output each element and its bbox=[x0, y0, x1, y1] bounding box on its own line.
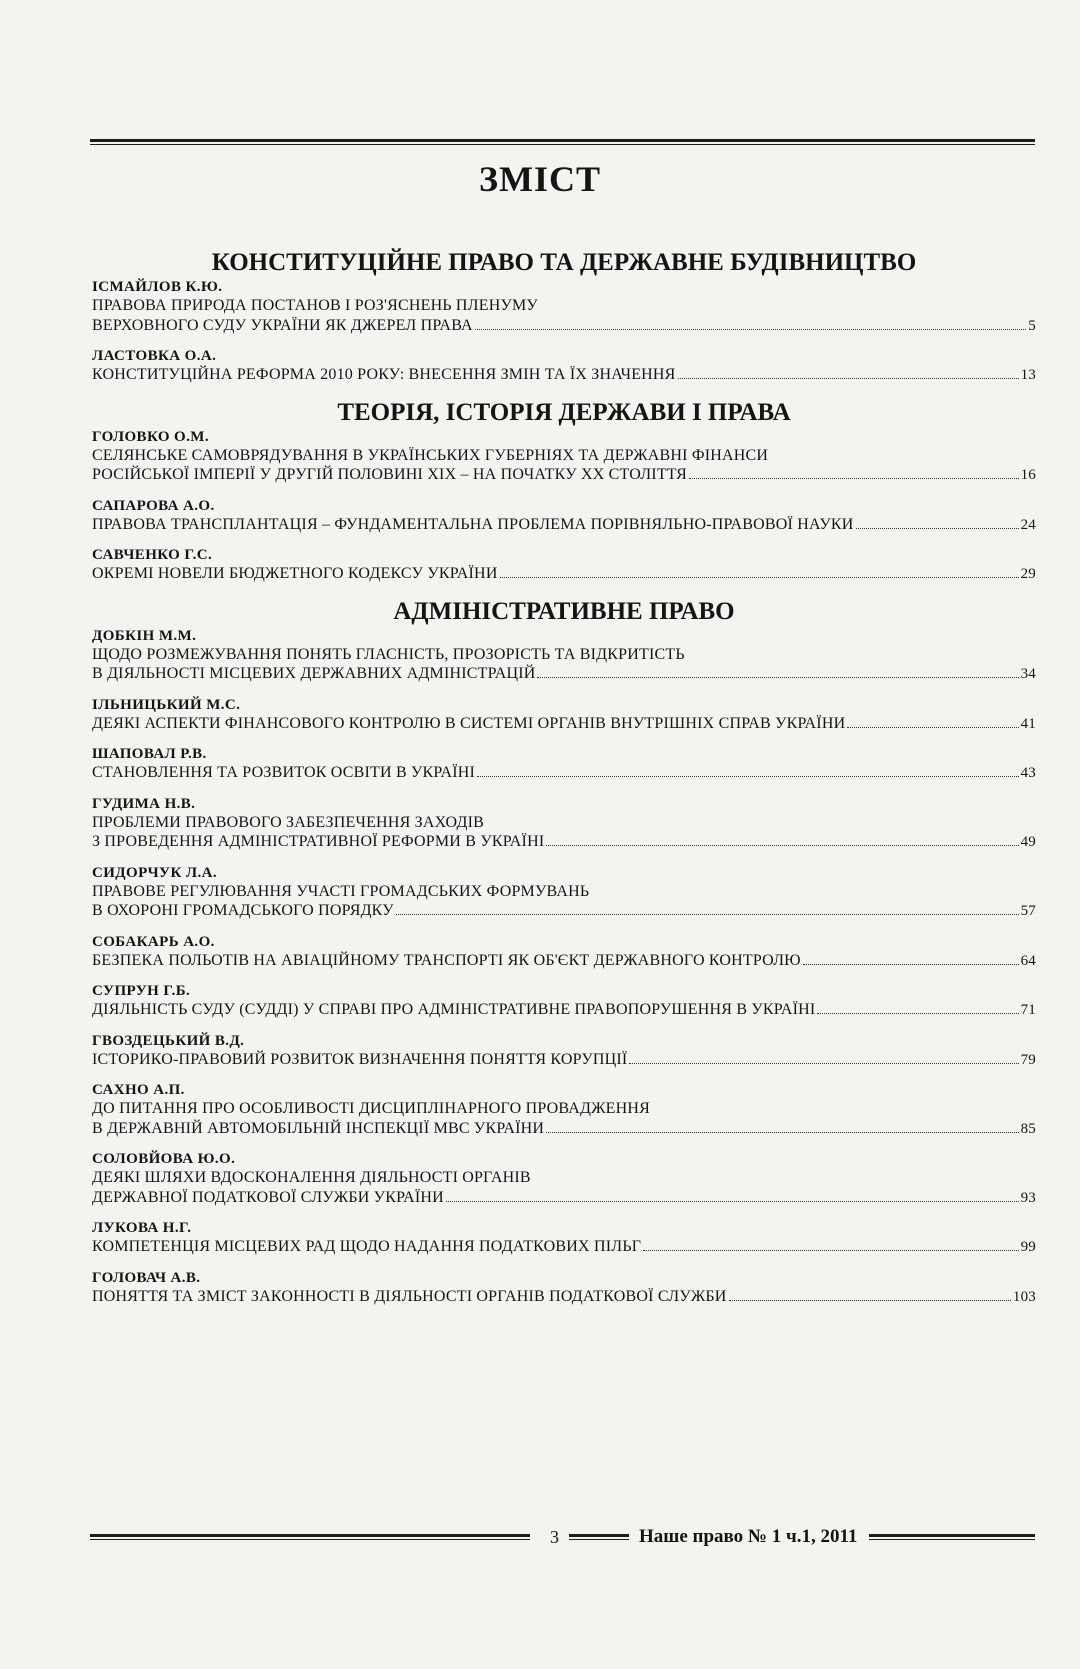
entry-title-line bbox=[92, 832, 1036, 853]
toc-entry[interactable] bbox=[92, 933, 1036, 972]
entry-title-line bbox=[92, 901, 1036, 922]
entry-page-number: 99 bbox=[1020, 1239, 1036, 1255]
entry-title-text: ПРАВОВА ТРАНСПЛАНТАЦІЯ – ФУНДАМЕНТАЛЬНА ПРОБЛЕМА ПОРІВНЯЛЬНО-ПРАВОВОЇ НАУКИ bbox=[92, 515, 854, 533]
toc-entry[interactable] bbox=[92, 497, 1036, 536]
entry-title-text: ДЕЯКІ АСПЕКТИ ФІНАНСОВОГО КОНТРОЛЮ В СИСТЕМІ ОРГАНІВ ВНУТРІШНІХ СПРАВ УКРАЇНИ bbox=[92, 714, 846, 732]
entry-title-line bbox=[92, 1188, 1036, 1209]
entry-title-line: СЕЛЯНСЬКЕ САМОВРЯДУВАННЯ В УКРАЇНСЬКИХ ГУБЕРНІЯХ ТА ДЕРЖАВНІ ФІНАНСИ bbox=[92, 446, 769, 464]
dot-leader bbox=[546, 845, 1018, 846]
entry-author: ЛУКОВА Н.Г. bbox=[92, 1220, 192, 1236]
section-heading: ТЕОРІЯ, ІСТОРІЯ ДЕРЖАВИ І ПРАВА bbox=[337, 398, 791, 426]
entry-title-line: ДО ПИТАННЯ ПРО ОСОБЛИВОСТІ ДИСЦИПЛІНАРНОГО ПРОВАДЖЕННЯ bbox=[92, 1100, 650, 1117]
entry-title-line bbox=[92, 365, 1036, 386]
entry-title-line bbox=[92, 664, 1036, 685]
dot-leader bbox=[803, 964, 1019, 965]
entry-title-line bbox=[92, 564, 1036, 585]
entry-title-text: В ДЕРЖАВНІЙ АВТОМОБІЛЬНІЙ ІНСПЕКЦІЇ МВС УКРАЇНИ bbox=[92, 1119, 545, 1137]
entry-title-text: КОМПЕТЕНЦІЯ МІСЦЕВИХ РАД ЩОДО НАДАННЯ ПОДАТКОВИХ ПІЛЬГ bbox=[92, 1238, 642, 1255]
entry-title-line bbox=[92, 316, 1036, 337]
dot-leader bbox=[446, 1201, 1019, 1202]
entry-page-number: 24 bbox=[1020, 516, 1036, 533]
entry-title-line bbox=[92, 1119, 1036, 1140]
toc-entry[interactable] bbox=[92, 347, 1036, 386]
dot-leader bbox=[817, 1013, 1018, 1014]
dot-leader bbox=[729, 1300, 1011, 1301]
entry-title-text: ДІЯЛЬНІСТЬ СУДУ (СУДДІ) У СПРАВІ ПРО АДМІНІСТРАТИВНЕ ПРАВОПОРУШЕННЯ В УКРАЇНІ bbox=[92, 1001, 816, 1018]
entry-title-text: ВЕРХОВНОГО СУДУ УКРАЇНИ ЯК ДЖЕРЕЛ ПРАВА bbox=[92, 316, 473, 334]
entry-page-number: 103 bbox=[1012, 1288, 1036, 1305]
dot-leader bbox=[856, 528, 1019, 529]
entry-author: ЛАСТОВКА О.А. bbox=[92, 348, 217, 364]
entry-title-text: В ДІЯЛЬНОСТІ МІСЦЕВИХ ДЕРЖАВНИХ АДМІНІСТРАЦІЙ bbox=[92, 665, 536, 682]
dot-leader bbox=[500, 577, 1019, 578]
entry-title-text: КОНСТИТУЦІЙНА РЕФОРМА 2010 РОКУ: ВНЕСЕННЯ ЗМІН ТА ЇХ ЗНАЧЕННЯ bbox=[92, 366, 676, 383]
footer-rule-right bbox=[869, 1534, 1035, 1540]
entry-page-number: 79 bbox=[1020, 1051, 1036, 1068]
entry-author: СУПРУН Г.Б. bbox=[92, 983, 191, 999]
table-of-contents bbox=[92, 248, 1036, 1318]
entry-title-line bbox=[92, 951, 1036, 972]
entry-title-text: ДЕРЖАВНОЇ ПОДАТКОВОЇ СЛУЖБИ УКРАЇНИ bbox=[92, 1188, 444, 1206]
entry-title-text: РОСІЙСЬКОЇ ІМПЕРІЇ У ДРУГІЙ ПОЛОВИНІ XIX – НА ПОЧАТКУ XX СТОЛІТТЯ bbox=[92, 466, 688, 483]
entry-title-line bbox=[92, 1000, 1036, 1021]
entry-title-line bbox=[92, 1237, 1036, 1258]
dot-leader bbox=[537, 677, 1018, 678]
toc-entry[interactable] bbox=[92, 982, 1036, 1021]
entry-page-number: 64 bbox=[1020, 952, 1036, 969]
dot-leader bbox=[629, 1063, 1018, 1064]
top-double-rule bbox=[90, 139, 1035, 145]
entry-author: ГУДИМА Н.В. bbox=[92, 795, 196, 812]
entry-title-text: ПОНЯТТЯ ТА ЗМІСТ ЗАКОННОСТІ В ДІЯЛЬНОСТІ ОРГАНІВ ПОДАТКОВОЇ СЛУЖБИ bbox=[92, 1287, 727, 1305]
entry-title-line: ПРАВОВА ПРИРОДА ПОСТАНОВ І РОЗ'ЯСНЕНЬ ПЛЕНУМУ bbox=[92, 297, 538, 314]
entry-title-line: ПРАВОВЕ РЕГУЛЮВАННЯ УЧАСТІ ГРОМАДСЬКИХ ФОРМУВАНЬ bbox=[92, 882, 590, 900]
entry-title-line: ПРОБЛЕМИ ПРАВОВОГО ЗАБЕЗПЕЧЕННЯ ЗАХОДІВ bbox=[92, 813, 485, 831]
entry-author: САПАРОВА А.О. bbox=[92, 497, 215, 514]
entry-page-number: 16 bbox=[1020, 467, 1036, 483]
entry-title-text: ОКРЕМІ НОВЕЛИ БЮДЖЕТНОГО КОДЕКСУ УКРАЇНИ bbox=[92, 565, 498, 582]
entry-author: СИДОРЧУК Л.А. bbox=[92, 864, 218, 881]
dot-leader bbox=[477, 776, 1019, 777]
entry-author: ДОБКІН М.М. bbox=[92, 627, 197, 644]
footer-page-number: 3 bbox=[550, 1526, 559, 1547]
entry-title-text: В ОХОРОНІ ГРОМАДСЬКОГО ПОРЯДКУ bbox=[92, 902, 394, 919]
toc-entry[interactable] bbox=[92, 1219, 1036, 1258]
footer-rule-left bbox=[90, 1534, 530, 1540]
entry-author: ГОЛОВКО О.М. bbox=[92, 428, 209, 445]
entry-page-number: 34 bbox=[1020, 666, 1036, 682]
entry-page-number: 5 bbox=[1028, 317, 1036, 334]
dot-leader bbox=[847, 727, 1018, 728]
dot-leader bbox=[689, 478, 1019, 479]
entry-author: ІСМАЙЛОВ К.Ю. bbox=[92, 279, 223, 295]
section-heading: КОНСТИТУЦІЙНЕ ПРАВО ТА ДЕРЖАВНЕ БУДІВНИЦТВО bbox=[211, 249, 917, 276]
entry-author: ІЛЬНИЦЬКИЙ М.С. bbox=[92, 696, 241, 713]
entry-title-text: ІСТОРИКО-ПРАВОВИЙ РОЗВИТОК ВИЗНАЧЕННЯ ПОНЯТТЯ КОРУПЦІЇ bbox=[92, 1050, 628, 1068]
entry-page-number: 13 bbox=[1020, 367, 1036, 383]
entry-author: ШАПОВАЛ Р.В. bbox=[92, 746, 207, 762]
entry-title-line bbox=[92, 714, 1036, 735]
toc-entry[interactable] bbox=[92, 1081, 1036, 1139]
entry-title-text: БЕЗПЕКА ПОЛЬОТІВ НА АВІАЦІЙНОМУ ТРАНСПОРТІ ЯК ОБ'ЄКТ ДЕРЖАВНОГО КОНТРОЛЮ bbox=[92, 951, 801, 969]
footer-rule-middle bbox=[569, 1534, 629, 1540]
entry-page-number: 85 bbox=[1020, 1120, 1036, 1137]
toc-entry[interactable] bbox=[92, 696, 1036, 735]
entry-title-line bbox=[92, 1050, 1036, 1071]
entry-page-number: 71 bbox=[1020, 1002, 1036, 1018]
entry-page-number: 49 bbox=[1020, 834, 1036, 850]
entry-page-number: 41 bbox=[1020, 715, 1036, 732]
toc-entry[interactable] bbox=[92, 1032, 1036, 1071]
entry-title-line: ДЕЯКІ ШЛЯХИ ВДОСКОНАЛЕННЯ ДІЯЛЬНОСТІ ОРГАНІВ bbox=[92, 1169, 531, 1186]
toc-entry[interactable] bbox=[92, 428, 1036, 486]
entry-author: САВЧЕНКО Г.С. bbox=[92, 547, 213, 563]
footer-journal-title: Наше право № 1 ч.1, 2011 bbox=[639, 1526, 858, 1547]
entry-page-number: 93 bbox=[1020, 1189, 1036, 1206]
dot-leader bbox=[546, 1132, 1018, 1133]
toc-entry[interactable] bbox=[92, 278, 1036, 336]
entry-title-line bbox=[92, 763, 1036, 784]
toc-entry[interactable] bbox=[92, 795, 1036, 853]
entry-title-text: З ПРОВЕДЕННЯ АДМІНІСТРАТИВНОЇ РЕФОРМИ В УКРАЇНІ bbox=[92, 833, 545, 850]
toc-entry[interactable] bbox=[92, 864, 1036, 922]
entry-title-line bbox=[92, 515, 1036, 536]
entry-page-number: 57 bbox=[1020, 903, 1036, 919]
entry-author: САХНО А.П. bbox=[92, 1082, 185, 1098]
entry-title-line: ЩОДО РОЗМЕЖУВАННЯ ПОНЯТЬ ГЛАСНІСТЬ, ПРОЗОРІСТЬ ТА ВІДКРИТІСТЬ bbox=[92, 645, 685, 663]
toc-entry[interactable] bbox=[92, 1150, 1036, 1208]
entry-author: СОБАКАРЬ А.О. bbox=[92, 933, 215, 950]
dot-leader bbox=[678, 378, 1019, 379]
entry-title-line bbox=[92, 465, 1036, 486]
entry-author: ГВОЗДЕЦЬКИЙ В.Д. bbox=[92, 1032, 245, 1049]
dot-leader bbox=[475, 329, 1026, 330]
entry-page-number: 29 bbox=[1020, 566, 1036, 582]
dot-leader bbox=[396, 914, 1019, 915]
toc-entry[interactable] bbox=[92, 546, 1036, 585]
entry-page-number: 43 bbox=[1020, 765, 1036, 781]
entry-title-line bbox=[92, 1287, 1036, 1308]
entry-author: ГОЛОВАЧ А.В. bbox=[92, 1269, 201, 1286]
entry-title-text: СТАНОВЛЕННЯ ТА РОЗВИТОК ОСВІТИ В УКРАЇНІ bbox=[92, 764, 476, 781]
page-title: ЗМІСТ bbox=[479, 159, 601, 199]
toc-entry[interactable] bbox=[92, 627, 1036, 685]
entry-author: СОЛОВЙОВА Ю.О. bbox=[92, 1151, 236, 1167]
page-footer bbox=[90, 1526, 1035, 1548]
toc-entry[interactable] bbox=[92, 1269, 1036, 1308]
dot-leader bbox=[643, 1250, 1018, 1251]
toc-entry[interactable] bbox=[92, 745, 1036, 784]
section-heading: АДМІНІСТРАТИВНЕ ПРАВО bbox=[393, 597, 735, 625]
